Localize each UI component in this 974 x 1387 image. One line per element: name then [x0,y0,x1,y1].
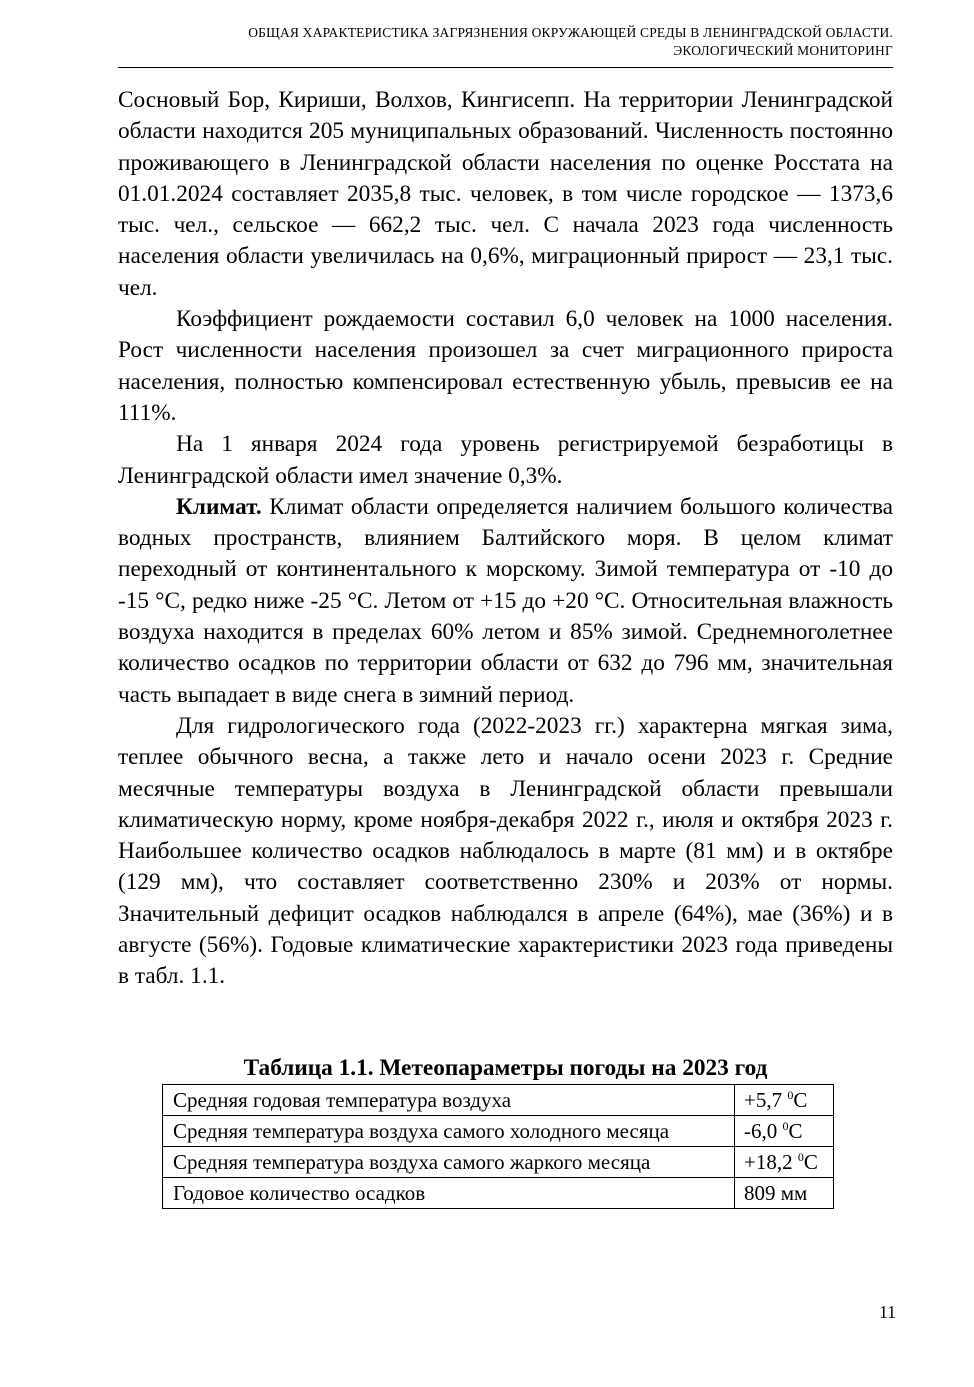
table-row [163,1178,834,1209]
param-cell: Годовое количество осадков [163,1178,735,1209]
header-line-2: ЭКОЛОГИЧЕСКИЙ МОНИТОРИНГ [673,43,893,58]
value-cell [735,1116,834,1147]
table-caption: Таблица 1.1. Метеопараметры погоды на 2023 год [243,1055,768,1081]
table-row [163,1147,834,1178]
value-unit: С [793,1088,808,1112]
value-number: +5,7 [744,1088,783,1112]
main-text [118,85,893,993]
paragraph-population: Сосновый Бор, Кириши, Волхов, Кингисепп. На территории Ленинградской области находится 205 муниципальных образований. Численность постоянно проживающего в Ленинградской области населения по оценке Росстата на 01.01.2024 составляет 2035,8 тыс. человек, в том числе городское — 1373,6 тыс. чел., сельское — 662,2 тыс. чел. С начала 2023 года численность населения области увеличилась на 0,6%, миграционный прирост — 23,1 тыс. чел. [118,87,893,301]
paragraph-birth-rate: Коэффициент рождаемости составил 6,0 человек на 1000 населения. Рост численности населения произошел за счет миграционного прироста населения, полностью компенсировал естественную убыль, превысив ее на 111%. [118,306,893,426]
running-header [118,24,893,60]
header-line-1: ОБЩАЯ ХАРАКТЕРИСТИКА ЗАГРЯЗНЕНИЯ ОКРУЖАЮЩЕЙ СРЕДЫ В ЛЕНИНГРАДСКОЙ ОБЛАСТИ. [248,25,893,40]
value-unit: С [788,1119,803,1143]
value-number: 809 мм [744,1181,808,1205]
header-divider [118,67,893,68]
meteo-table [162,1084,834,1209]
degree-superscript: 0 [782,1119,789,1133]
climate-heading: Климат. [176,493,262,520]
value-cell [735,1147,834,1178]
param-cell: Средняя температура воздуха самого жаркого месяца [163,1147,735,1178]
value-number: +18,2 [744,1150,793,1174]
value-unit: С [803,1150,818,1174]
degree-superscript: 0 [797,1150,804,1164]
paragraph-hydrological-year: Для гидрологического года (2022-2023 гг.) характерна мягкая зима, теплее обычного весна, а также лето и начало осени 2023 г. Средние месячные температуры воздуха в Ленинградской области превышали климатическую норму, кроме ноября-декабря 2022 г., июля и октября 2023 г. Наибольшее количество осадков наблюдалось в марте (81 мм) и в октябре (129 мм), что составляет соответственно 230% и 203% от нормы. Значительный дефицит осадков наблюдался в апреле (64%), мае (36%) и в августе (56%). Годовые климатические характеристики 2023 года приведены в табл. 1.1. [118,712,893,990]
page-number: 11 [879,1302,896,1322]
param-cell: Средняя годовая температура воздуха [163,1085,735,1116]
degree-superscript: 0 [787,1088,794,1102]
paragraph-climate [118,492,893,711]
value-cell [735,1178,834,1209]
value-number: -6,0 [744,1119,778,1143]
table-row [163,1085,834,1116]
table-row [163,1116,834,1147]
value-cell [735,1085,834,1116]
climate-text: Климат области определяется наличием большого количества водных пространств, влиянием Балтийского моря. В целом климат переходный от континентального к морскому. Зимой температура от -10 до -15 °С, редко ниже -25 °С. Летом от +15 до +20 °С. Относительная влажность воздуха находится в пределах 60% летом и 85% зимой. Среднемноголетнее количество осадков по территории области от 632 до 796 мм, значительная часть выпадает в виде снега в зимний период. [118,493,893,708]
param-cell: Средняя температура воздуха самого холодного месяца [163,1116,735,1147]
paragraph-unemployment: На 1 января 2024 года уровень регистрируемой безработицы в Ленинградской области имел значение 0,3%. [118,431,893,489]
